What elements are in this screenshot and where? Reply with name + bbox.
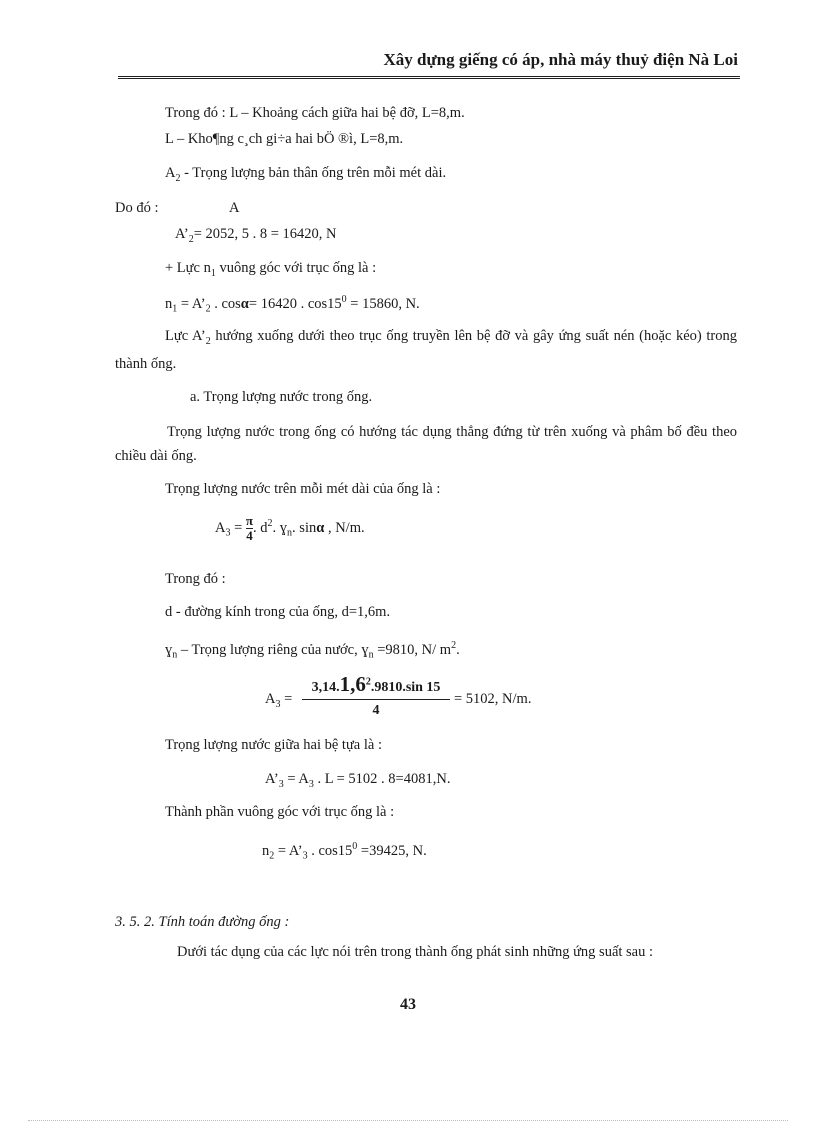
numerator: π	[245, 513, 254, 528]
fraction-denominator: 4	[372, 703, 380, 718]
text-fragment: = A	[283, 771, 309, 787]
text-fragment: . ɣ	[272, 519, 288, 536]
text-fragment: – Trọng lượng riêng của nước, ɣ	[177, 641, 369, 658]
text-fragment: A’	[265, 771, 279, 787]
list-item: a. Trọng lượng nước trong ống.	[190, 389, 373, 405]
fraction	[246, 514, 253, 543]
text-fragment: - Trọng lượng bản thân ống trên mỗi mét dài.	[180, 165, 447, 181]
text-fragment: =	[230, 519, 246, 536]
text-fragment: . cos	[210, 295, 241, 312]
superscript: 0	[352, 841, 358, 852]
text-fragment	[265, 690, 292, 714]
text-fragment: = 16420 . cos15	[248, 295, 342, 312]
running-header: Xây dựng giếng có áp, nhà máy thuỷ điện Nà Loi	[383, 50, 738, 69]
alpha-symbol: α	[316, 519, 325, 536]
subscript: n	[368, 649, 374, 661]
denominator: 4	[246, 528, 253, 543]
text-line	[165, 164, 446, 188]
subscript: 3	[302, 850, 308, 862]
text-line: Do đó :	[115, 200, 159, 216]
subscript: 2	[188, 233, 194, 245]
alpha-symbol: α	[240, 295, 249, 312]
text-line: L – Kho¶ng c¸ch gi÷a hai bÖ ®ì, L=8,m.	[165, 131, 404, 147]
text-fragment: vuông góc với trục ống là :	[215, 260, 377, 276]
paragraph: Trọng lượng nước trong ống có hướng tác dụng thẳng đứng từ trên xuống và phâm bố đều theo chiều dài ống.	[115, 424, 737, 464]
text-line: A	[229, 200, 240, 216]
header-rule	[118, 76, 740, 79]
subscript: 3	[308, 778, 314, 790]
text-fragment: Lực A’	[165, 328, 206, 344]
text-fragment: . cos15	[307, 842, 353, 859]
subscript: 2	[175, 172, 181, 184]
text-line: Trong đó : L – Khoảng cách giữa hai bệ đỡ, L=8,m.	[165, 105, 465, 121]
paragraph	[115, 325, 737, 375]
text-line: Trong đó :	[165, 571, 226, 587]
subscript: 3	[278, 778, 284, 790]
text-fragment: A	[265, 691, 276, 707]
text-line	[175, 225, 337, 249]
subscript: 2	[205, 303, 211, 315]
formula-line	[165, 291, 420, 319]
text-line: d - đường kính trong của ống, d=1,6m.	[165, 604, 391, 620]
superscript: 2	[267, 518, 273, 529]
section-heading: 3. 5. 2. Tính toán đường ống :	[115, 914, 290, 930]
text-fragment: A	[215, 519, 226, 536]
subscript: 1	[172, 303, 178, 315]
paragraph: Dưới tác dụng của các lực nói trên trong thành ống phát sinh những ứng suất sau :	[177, 944, 654, 960]
subscript: 2	[269, 850, 275, 862]
formula-line	[215, 514, 365, 543]
subscript: 3	[275, 698, 281, 710]
text-fragment: n	[165, 295, 173, 312]
formula-line	[265, 770, 450, 794]
page-border	[28, 1120, 788, 1121]
superscript: 2	[365, 676, 371, 688]
text-fragment: =39425, N.	[357, 842, 427, 859]
fraction-numerator	[302, 672, 450, 697]
text-fragment: ɣ	[165, 641, 173, 658]
text-fragment: + Lực n	[165, 260, 211, 276]
text-fragment: 3,14.	[311, 680, 340, 695]
text-fragment: . L = 5102 . 8=4081,N.	[313, 771, 451, 787]
text-line: Trọng lượng nước giữa hai bệ tựa là :	[165, 737, 382, 753]
subscript: 3	[225, 527, 231, 539]
text-fragment: A’	[175, 226, 189, 242]
subscript: n	[172, 649, 178, 661]
text-fragment: .	[456, 641, 460, 658]
text-fragment: .9810.sin 15	[370, 680, 441, 695]
text-fragment: = A’	[177, 295, 206, 312]
text-fragment: hướng xuống dưới theo trục ống truyền lên bệ đỡ và gây ứng suất nén (hoặc kéo) trong thành ống.	[115, 328, 737, 372]
text-fragment: = A’	[274, 842, 303, 859]
text-line: Trọng lượng nước trên mỗi mét dài của ống là :	[165, 481, 441, 497]
subscript: 2	[205, 335, 211, 347]
big-number: 1,6	[339, 672, 366, 696]
text-fragment: , N/m.	[324, 519, 365, 536]
text-fragment: =9810, N/ m	[373, 641, 452, 658]
formula-line	[262, 838, 427, 866]
text-line	[165, 637, 460, 665]
superscript: 2	[451, 640, 457, 651]
text-line: Thành phần vuông góc với trục ống là :	[165, 804, 395, 820]
text-fragment: . sin	[292, 519, 317, 536]
page-number: 43	[400, 996, 416, 1013]
superscript: 0	[341, 294, 347, 305]
subscript: 1	[210, 267, 216, 279]
fraction-line	[302, 699, 450, 700]
text-fragment: =	[280, 691, 293, 707]
text-fragment: n	[262, 842, 270, 859]
text-line	[165, 259, 376, 283]
text-fragment: A	[165, 165, 176, 181]
text-fragment: = 15860, N.	[346, 295, 420, 312]
subscript: n	[287, 527, 293, 539]
text-fragment: = 5102, N/m.	[454, 691, 532, 707]
text-fragment: = 2052, 5 . 8 = 16420, N	[193, 226, 337, 242]
text-fragment: . d	[253, 519, 268, 536]
